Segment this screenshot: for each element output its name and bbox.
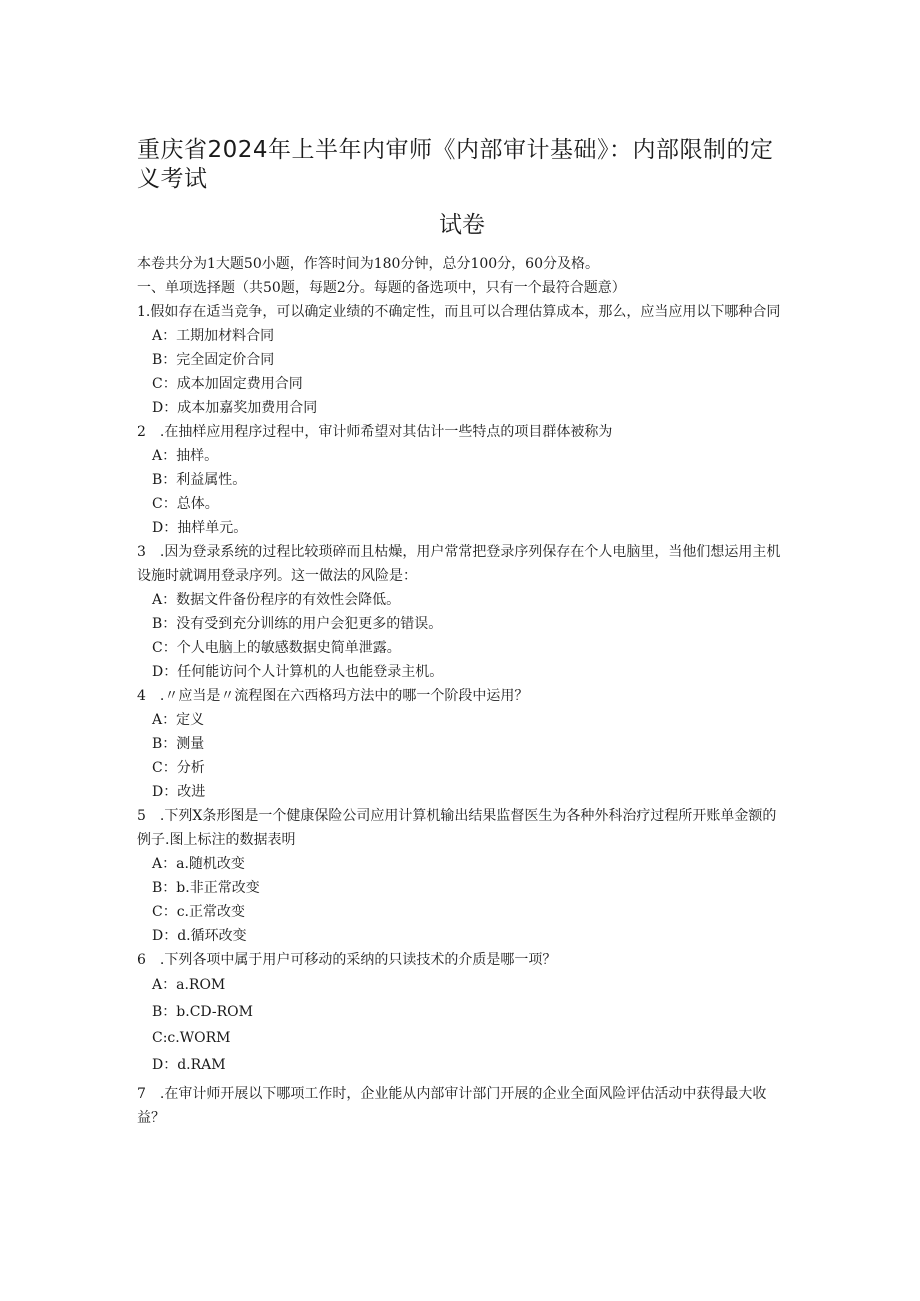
question-block [137, 1082, 787, 1130]
answer-option: D：成本加嘉奖加费用合同 [152, 400, 318, 416]
answer-option: A：定义 [152, 712, 205, 728]
answer-option: B：测量 [152, 736, 205, 752]
answer-option: B：b.非正常改变 [152, 880, 260, 896]
answer-option: C：分析 [152, 760, 205, 776]
answer-option: A：数据文件备份程序的有效性会降低。 [152, 592, 401, 608]
section-heading: 一、单项选择题（共50题，每题2分。每题的备选项中，只有一个最符合题意） [137, 280, 626, 296]
question-text: 7 .在审计师开展以下哪项工作时，企业能从内部审计部门开展的企业全面风险评估活动中获得最大收益？ [137, 1086, 767, 1126]
answer-option: D：改进 [152, 784, 206, 800]
question-block [137, 420, 787, 540]
answer-option: B：完全固定价合同 [152, 352, 275, 368]
document-title: 重庆省2024年上半年内审师《内部审计基础》：内部限制的定义考试 [137, 137, 774, 192]
question-text: 1.假如存在适当竞争，可以确定业绩的不确定性，而且可以合理估算成本，那么，应当应用以下哪种合同 [137, 304, 781, 320]
question-text: 4 .〃应当是〃流程图在六西格玛方法中的哪一个阶段中运用？ [137, 688, 529, 704]
answer-option: A：抽样。 [152, 448, 219, 464]
answer-option: C：c.正常改变 [152, 904, 246, 920]
answer-option: D：d.循环改变 [152, 928, 247, 944]
answer-option: A：a.ROM [152, 977, 226, 993]
answer-option: D：抽样单元。 [152, 520, 248, 536]
answer-option: C：成本加固定费用合同 [152, 376, 303, 392]
question-text: 3 .因为登录系统的过程比较琐碎而且枯燥，用户常常把登录序列保存在个人电脑里，当他们想运用主机设施时就调用登录序列。这一做法的风险是： [137, 544, 781, 584]
question-block [137, 948, 787, 1078]
document-page [137, 136, 787, 1130]
answer-option: D：d.RAM [152, 1056, 226, 1073]
answer-option: C：总体。 [152, 496, 219, 512]
exam-intro: 本卷共分为1大题50小题，作答时间为180分钟，总分100分，60分及格。 [137, 256, 599, 272]
question-text: 2 .在抽样应用程序过程中，审计师希望对其估计一些特点的项目群体被称为 [137, 424, 613, 440]
answer-option: C:c.WORM [152, 1030, 231, 1046]
question-text: 5 .下列X条形图是一个健康保险公司应用计算机输出结果监督医生为各种外科治疗过程所开账单金额的例子.图上标注的数据表明 [137, 808, 777, 848]
answer-option: C：个人电脑上的敏感数据史简单泄露。 [152, 640, 401, 656]
answer-option: D：任何能访问个人计算机的人也能登录主机。 [152, 664, 444, 680]
answer-option: A：工期加材料合同 [152, 328, 275, 344]
question-block [137, 804, 787, 948]
answer-option: B：利益属性。 [152, 472, 247, 488]
answer-option: B：没有受到充分训练的用户会犯更多的错误。 [152, 616, 443, 632]
question-block [137, 300, 787, 420]
question-text: 6 .下列各项中属于用户可移动的采纳的只读技术的介质是哪一项？ [137, 952, 557, 968]
question-block [137, 684, 787, 804]
answer-option: A：a.随机改变 [152, 856, 245, 872]
document-subtitle: 试卷 [439, 212, 485, 238]
question-block [137, 540, 787, 684]
answer-option: B：b.CD-ROM [152, 1003, 253, 1020]
